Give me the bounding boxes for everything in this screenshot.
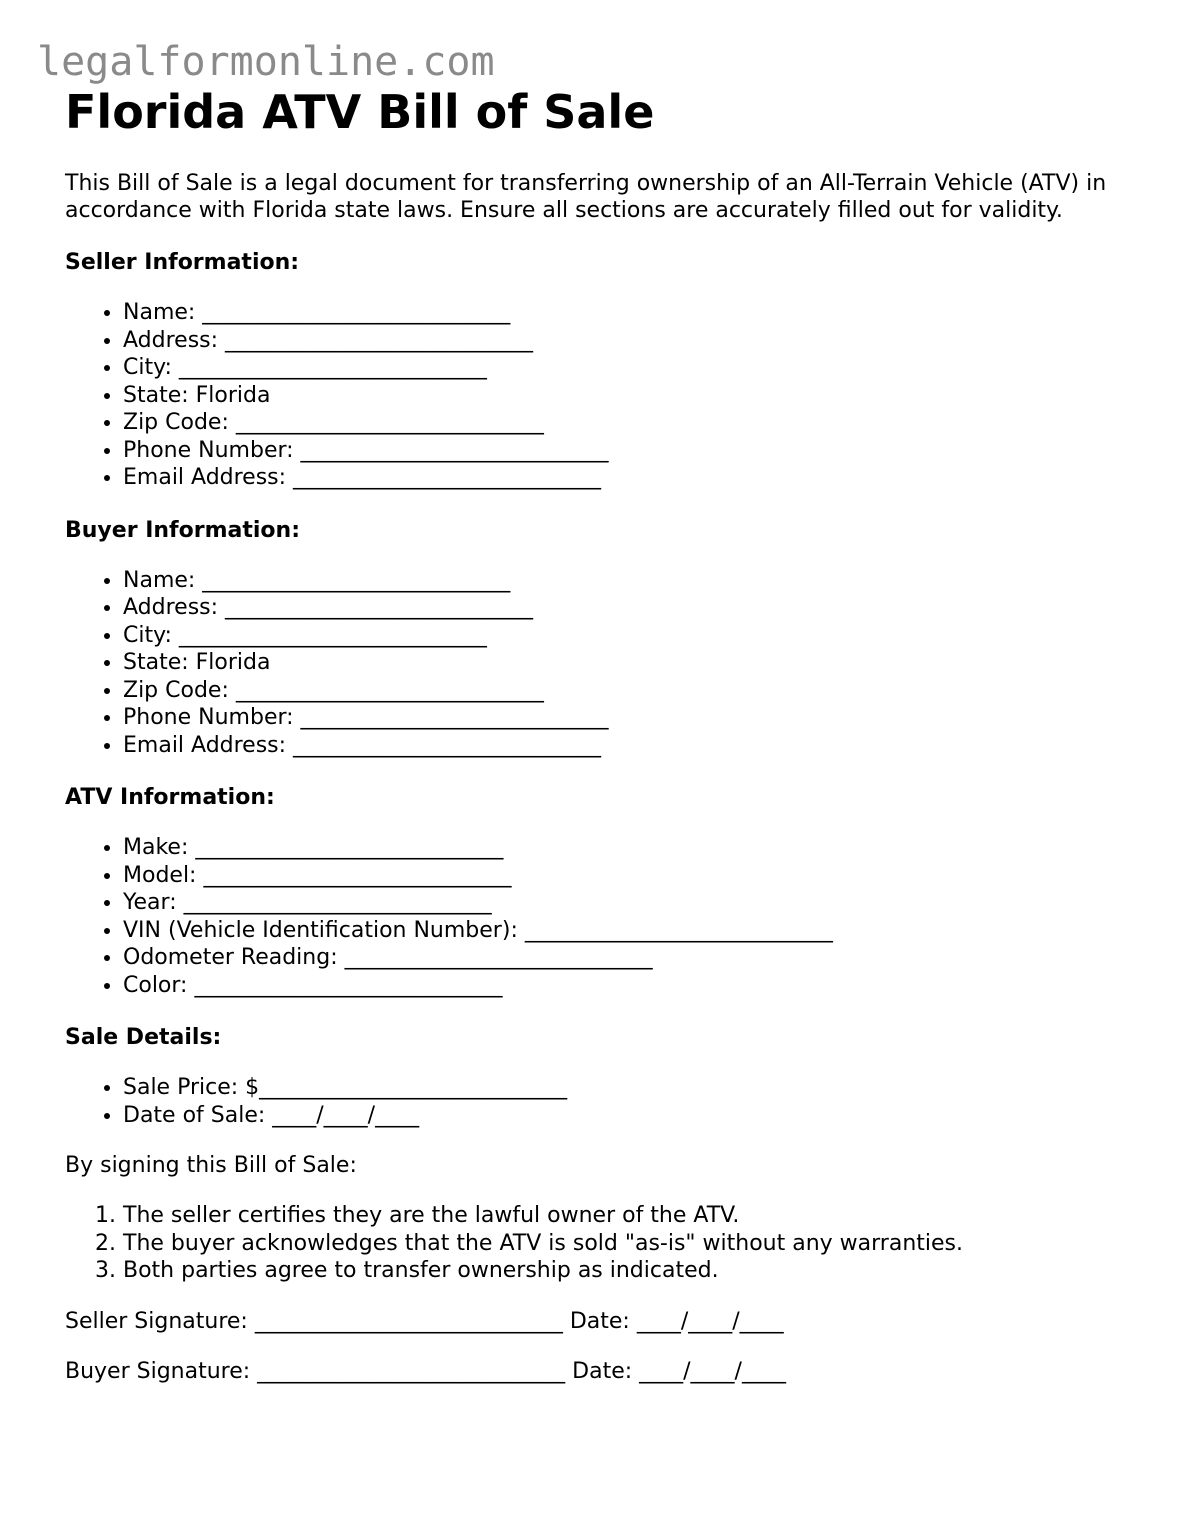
buyer-address-field: • Address: ____________________________ <box>123 594 1125 622</box>
intro-paragraph: This Bill of Sale is a legal document for transferring ownership of an All-Terrain Vehicle (ATV) in accordance with Florida state laws. Ensure all sections are accurately filled out for validity. <box>65 171 1107 223</box>
seller-city-field: • City: ____________________________ <box>123 354 1125 382</box>
atv-vin-field: • VIN (Vehicle Identification Number): ____________________________ <box>123 917 1125 945</box>
document <box>65 84 1125 1385</box>
sale-price-field: • Sale Price: $____________________________ <box>123 1074 1125 1102</box>
atv-color-field: • Color: ____________________________ <box>123 972 1125 1000</box>
atv-make-field: • Make: ____________________________ <box>123 834 1125 862</box>
seller-email-field: • Email Address: ____________________________ <box>123 464 1125 492</box>
seller-state-field: • State: Florida <box>123 382 1125 410</box>
buyer-phone-field: • Phone Number: ____________________________ <box>123 704 1125 732</box>
sale-date-field: • Date of Sale: ____/____/____ <box>123 1102 1125 1130</box>
atv-model-field: • Model: ____________________________ <box>123 862 1125 890</box>
seller-field-list <box>65 299 1125 492</box>
seller-address-field: • Address: ____________________________ <box>123 327 1125 355</box>
sale-field-list <box>65 1074 1125 1129</box>
buyer-name-field: • Name: ____________________________ <box>123 567 1125 595</box>
buyer-section-heading: Buyer Information: <box>65 517 300 543</box>
buyer-field-list <box>65 567 1125 760</box>
seller-zip-field: • Zip Code: ____________________________ <box>123 409 1125 437</box>
seller-section-heading: Seller Information: <box>65 250 300 275</box>
agreement-term: 1. The seller certifies they are the lawful owner of the ATV. <box>123 1202 1125 1230</box>
agreement-terms-list <box>65 1202 1125 1285</box>
buyer-signature-line: Buyer Signature: ____________________________ Date: ____/____/____ <box>65 1358 786 1384</box>
seller-phone-field: • Phone Number: ____________________________ <box>123 437 1125 465</box>
buyer-state-field: • State: Florida <box>123 649 1125 677</box>
atv-year-field: • Year: ____________________________ <box>123 889 1125 917</box>
buyer-zip-field: • Zip Code: ____________________________ <box>123 677 1125 705</box>
seller-signature-line: Seller Signature: ____________________________ Date: ____/____/____ <box>65 1308 784 1334</box>
atv-odometer-field: • Odometer Reading: ____________________________ <box>123 944 1125 972</box>
watermark: legalformonline.com <box>37 39 495 85</box>
agreement-term: 3. Both parties agree to transfer ownership as indicated. <box>123 1257 1125 1285</box>
buyer-city-field: • City: ____________________________ <box>123 622 1125 650</box>
agreement-term: 2. The buyer acknowledges that the ATV is sold "as-is" without any warranties. <box>123 1230 1125 1258</box>
atv-section-heading: ATV Information: <box>65 785 275 810</box>
sale-section-heading: Sale Details: <box>65 1025 222 1050</box>
atv-field-list <box>65 834 1125 999</box>
seller-name-field: • Name: ____________________________ <box>123 299 1125 327</box>
document-title: Florida ATV Bill of Sale <box>65 85 655 139</box>
buyer-email-field: • Email Address: ____________________________ <box>123 732 1125 760</box>
agreement-lead: By signing this Bill of Sale: <box>65 1153 357 1178</box>
